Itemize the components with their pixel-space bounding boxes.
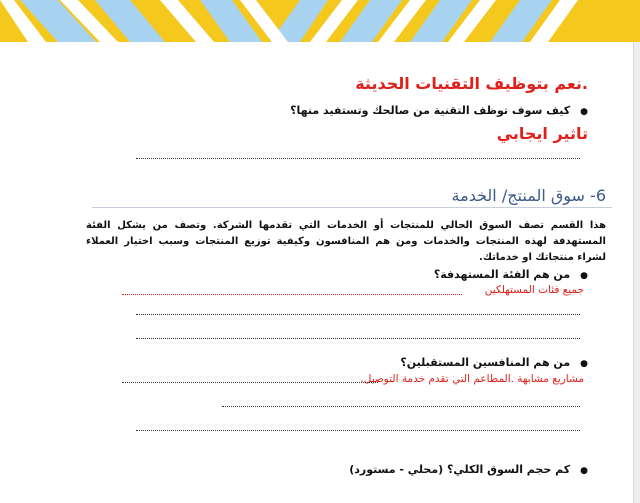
answer-competitors: مشاريع مشابهة .المطاعم التي تقدم خدمة التوصيل. xyxy=(360,373,584,385)
section-title: 6- سوق المنتج/ الخدمة xyxy=(451,186,606,205)
intro-question xyxy=(290,104,588,117)
question-text: من هم المنافسين المستقبلين؟ xyxy=(400,356,571,369)
answer-target-audience: جميع فئات المستهلكين xyxy=(484,284,584,296)
answer-line xyxy=(136,430,580,431)
answer-line xyxy=(122,382,378,383)
answer-line xyxy=(222,406,580,407)
answer-line xyxy=(136,314,580,315)
bullet-icon: ● xyxy=(580,107,588,117)
decorative-banner xyxy=(0,0,640,42)
question-competitors xyxy=(400,356,588,369)
bullet-icon: ● xyxy=(580,466,588,476)
question-text: من هم الفئة المستهدفة؟ xyxy=(433,268,571,281)
page-edge xyxy=(633,42,640,503)
bullet-icon: ● xyxy=(580,271,588,281)
question-text: كم حجم السوق الكلي؟ (محلي - مستورد) xyxy=(349,463,571,476)
question-market-size xyxy=(349,463,588,476)
answer-line xyxy=(122,294,462,295)
intro-question-text: كيف سوف توظف التقنية من صالحك وتستفيد منها؟ xyxy=(290,104,571,117)
section-paragraph: هذا القسم تصف السوق الحالي للمنتجات أو الخدمات التي تقدمها الشركة. وتصف من يشكل الفئة المستهدفة لهذه المنتجات والخدمات ومن هم المنافسون وكيفية توزيع المنتجات وسبب اختيار العملاء لشراء منتجاتك او خدماتك. xyxy=(86,220,606,263)
intro-answer: تاثير ايجابي xyxy=(496,124,588,143)
answer-line xyxy=(136,158,580,159)
answer-line xyxy=(136,338,580,339)
intro-heading: .نعم بتوظيف التقنيات الحديثة xyxy=(355,74,588,93)
title-divider xyxy=(92,207,612,208)
chevron-pattern xyxy=(0,0,640,42)
question-target-audience xyxy=(434,268,588,281)
bullet-icon: ● xyxy=(580,359,588,369)
